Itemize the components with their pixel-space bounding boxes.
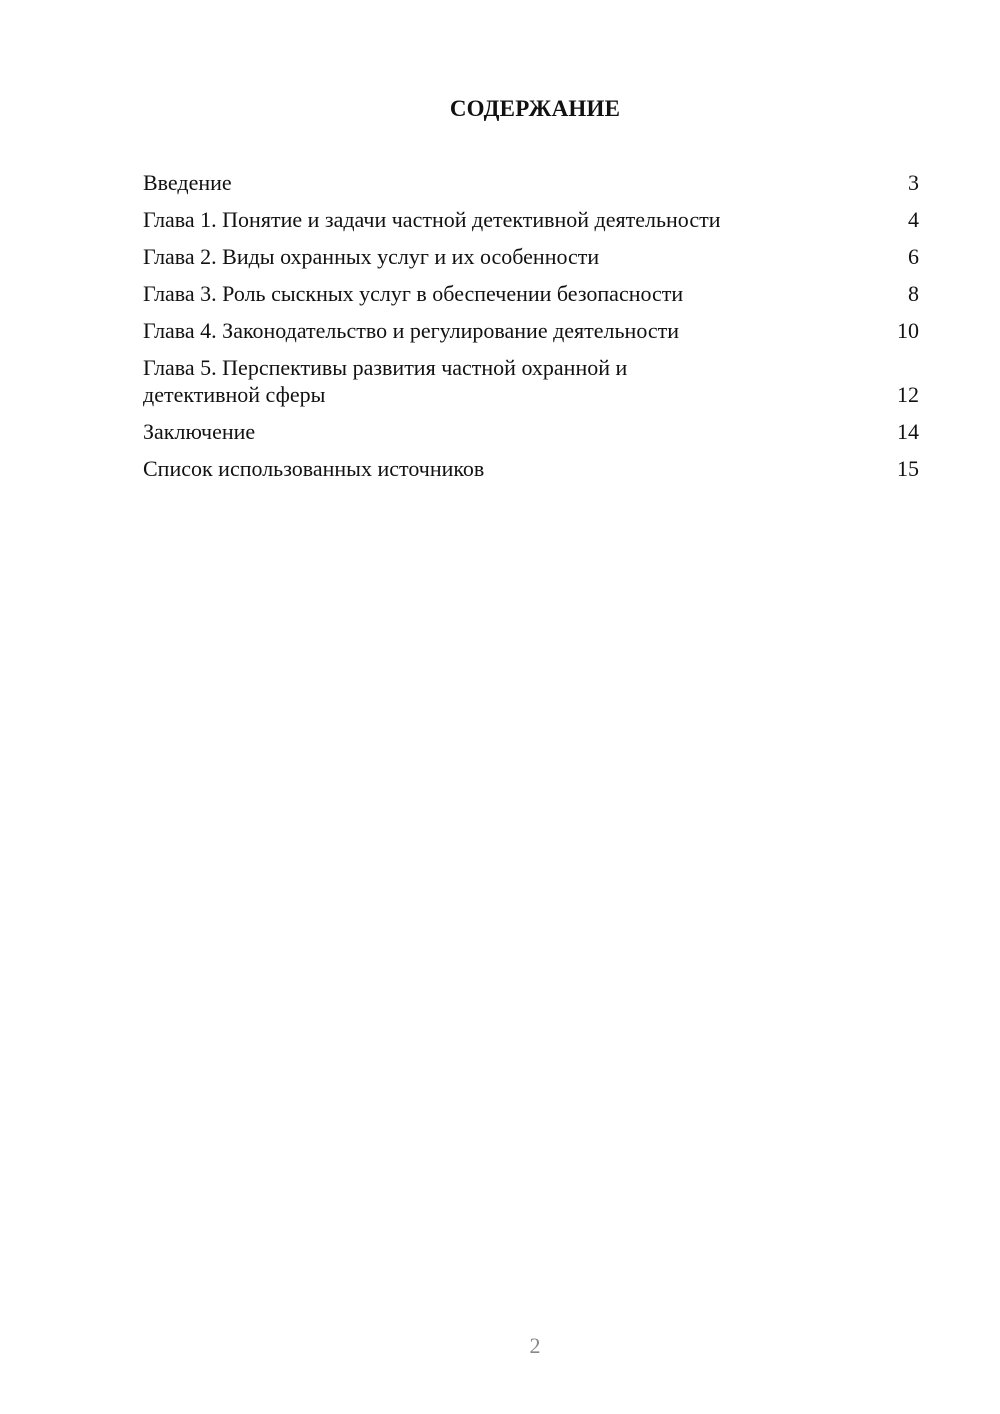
toc-entry-page: 15	[897, 456, 919, 481]
toc-entry-label: Заключение	[143, 419, 256, 444]
toc-entry-page: 3	[908, 170, 919, 195]
toc-entry	[143, 317, 919, 344]
toc-entry-label: Глава 5. Перспективы развития частной охранной и детективной сферы	[143, 355, 628, 407]
toc-entry-label: Глава 3. Роль сыскных услуг в обеспечении безопасности	[143, 281, 684, 306]
toc-entry	[143, 169, 919, 196]
toc-entry	[143, 455, 919, 482]
toc-entry	[143, 243, 919, 270]
table-of-contents	[143, 169, 919, 492]
toc-entry-label: Список использованных источников	[143, 456, 485, 481]
toc-entry-page: 6	[908, 244, 919, 269]
toc-entry-page: 12	[897, 382, 919, 407]
toc-entry-label: Введение	[143, 170, 232, 195]
toc-entry	[143, 280, 919, 307]
page-number: 2	[529, 1333, 541, 1358]
toc-entry-label: Глава 1. Понятие и задачи частной детективной деятельности	[143, 207, 721, 232]
toc-entry	[143, 354, 919, 408]
toc-entry-page: 4	[908, 207, 919, 232]
toc-entry-page: 8	[908, 281, 919, 306]
toc-entry-label: Глава 4. Законодательство и регулирование деятельности	[143, 318, 680, 343]
toc-entry-page: 10	[897, 318, 919, 343]
toc-entry	[143, 206, 919, 233]
toc-entry-page: 14	[897, 419, 919, 444]
toc-entry	[143, 418, 919, 445]
toc-entry-label: Глава 2. Виды охранных услуг и их особенности	[143, 244, 600, 269]
page-title: СОДЕРЖАНИЕ	[449, 96, 621, 121]
